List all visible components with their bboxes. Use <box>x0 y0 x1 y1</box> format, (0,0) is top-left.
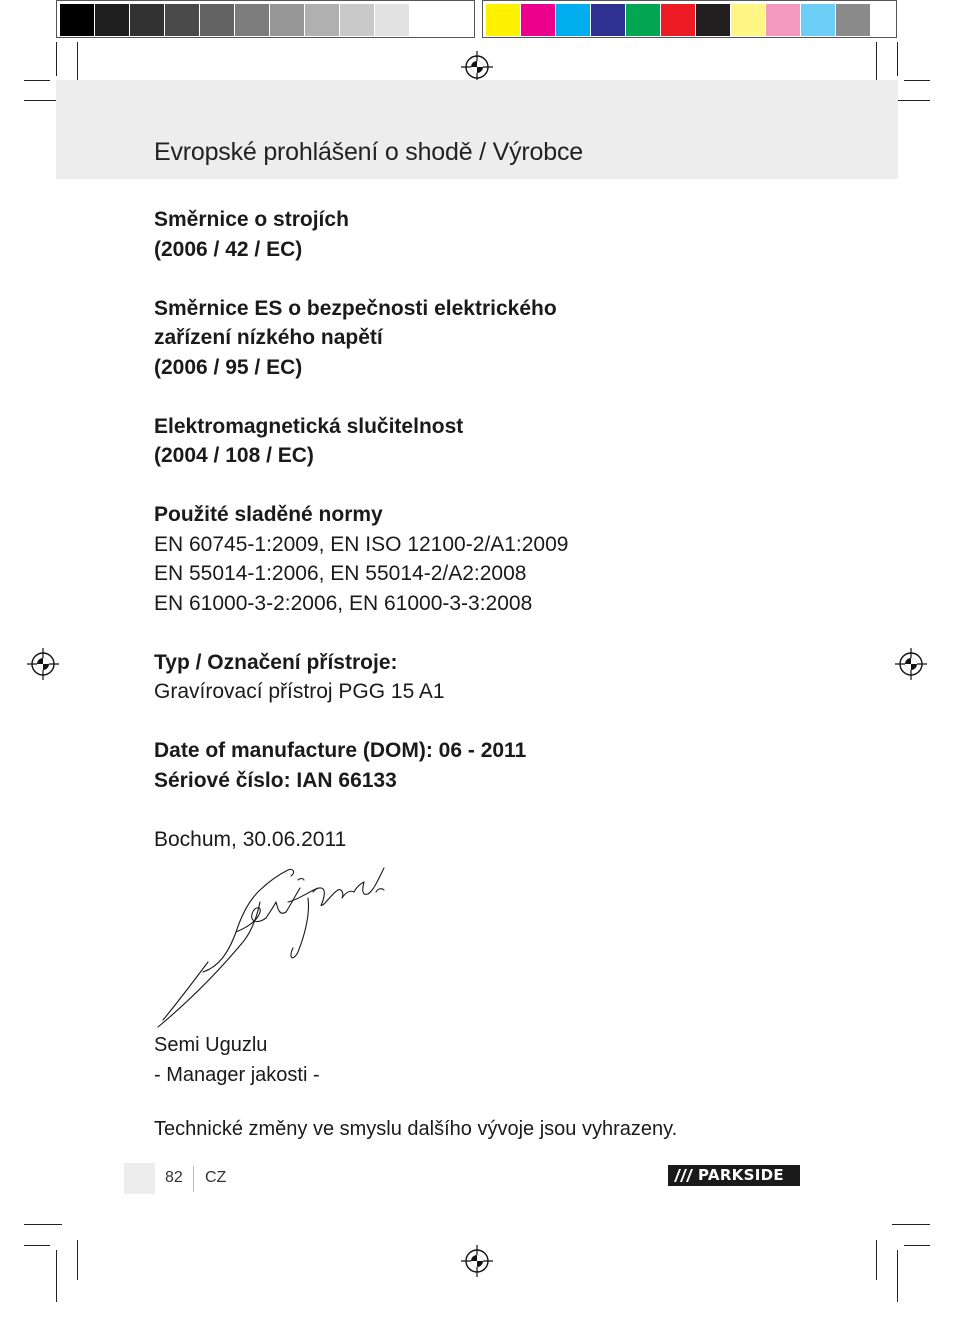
manufacture-date: Date of manufacture (DOM): 06 - 2011 <box>154 739 527 762</box>
crop-mark <box>56 1250 57 1302</box>
crop-mark <box>897 42 898 76</box>
color-swatch <box>836 4 871 36</box>
section-heading: Použité sladěné normy <box>154 503 383 526</box>
crop-mark <box>24 1224 62 1225</box>
section-heading: Směrnice o strojích <box>154 208 349 231</box>
section-heading: (2004 / 108 / EC) <box>154 444 314 467</box>
page-title: Evropské prohlášení o shodě / Výrobce <box>154 138 583 166</box>
color-swatch <box>626 4 661 36</box>
crop-mark <box>77 1240 78 1280</box>
crop-mark <box>56 42 57 76</box>
color-swatch <box>95 4 130 36</box>
device-section <box>154 648 774 707</box>
low-voltage-directive-section <box>154 294 774 383</box>
color-swatch <box>375 4 410 36</box>
section-heading: Typ / Označení přístroje: <box>154 650 398 674</box>
parkside-logo <box>668 1165 800 1186</box>
color-swatch <box>305 4 340 36</box>
color-swatch <box>270 4 305 36</box>
color-swatch <box>696 4 731 36</box>
declaration-body <box>154 205 774 884</box>
registration-mark-icon <box>461 51 493 83</box>
crop-mark <box>897 1250 898 1302</box>
color-swatch <box>731 4 766 36</box>
section-heading: zařízení nízkého napětí <box>154 326 383 349</box>
page-number-tab <box>124 1163 155 1194</box>
crop-mark <box>24 80 50 81</box>
registration-mark-icon <box>461 1245 493 1277</box>
color-swatch <box>486 4 521 36</box>
brand-name: PARKSIDE <box>698 1166 784 1184</box>
color-swatch <box>766 4 801 36</box>
color-swatch <box>235 4 270 36</box>
color-swatch <box>200 4 235 36</box>
registration-mark-icon <box>895 648 927 680</box>
section-heading: Směrnice ES o bezpečnosti elektrického <box>154 296 557 320</box>
color-swatch <box>661 4 696 36</box>
process-color-bar <box>482 0 897 38</box>
machinery-directive-section <box>154 205 774 264</box>
grayscale-color-bar <box>56 0 475 38</box>
signer-name: Semi Uguzlu <box>154 1034 268 1056</box>
standard-line: EN 55014-1:2006, EN 55014-2/A2:2008 <box>154 562 527 585</box>
standard-line: EN 61000-3-2:2006, EN 61000-3-3:2008 <box>154 591 533 615</box>
color-swatch <box>410 4 445 36</box>
registration-mark-icon <box>27 648 59 680</box>
place-date-section <box>154 825 774 855</box>
manufacture-section <box>154 736 774 795</box>
page-number: 82 <box>165 1169 183 1186</box>
crop-mark <box>892 1224 930 1225</box>
serial-number: Sériové číslo: IAN 66133 <box>154 768 397 792</box>
section-heading: (2006 / 95 / EC) <box>154 355 303 379</box>
section-heading: Elektromagnetická slučitelnost <box>154 414 464 438</box>
color-swatch <box>165 4 200 36</box>
color-swatch <box>591 4 626 36</box>
color-swatch <box>60 4 95 36</box>
place-date: Bochum, 30.06.2011 <box>154 827 347 851</box>
crop-mark <box>904 1245 930 1246</box>
color-swatch <box>340 4 375 36</box>
signer-block <box>154 1030 320 1090</box>
standard-line: EN 60745-1:2009, EN ISO 12100-2/A1:2009 <box>154 532 569 556</box>
device-name: Gravírovací přístroj PGG 15 A1 <box>154 680 445 703</box>
footer-divider <box>193 1166 194 1192</box>
crop-mark <box>904 80 930 81</box>
logo-stripes-icon <box>668 1165 698 1186</box>
standards-section <box>154 500 774 618</box>
signer-role: - Manager jakosti - <box>154 1064 320 1086</box>
technical-changes-note: Technické změny ve smyslu dalšího vývoje jsou vyhrazeny. <box>154 1118 678 1140</box>
section-heading: (2006 / 42 / EC) <box>154 237 303 261</box>
language-code: CZ <box>205 1169 227 1186</box>
color-swatch <box>556 4 591 36</box>
handwritten-signature <box>148 862 398 1032</box>
emc-directive-section <box>154 412 774 471</box>
crop-mark <box>876 1240 877 1280</box>
color-swatch <box>801 4 836 36</box>
crop-mark <box>24 1245 50 1246</box>
color-swatch <box>521 4 556 36</box>
color-swatch <box>130 4 165 36</box>
